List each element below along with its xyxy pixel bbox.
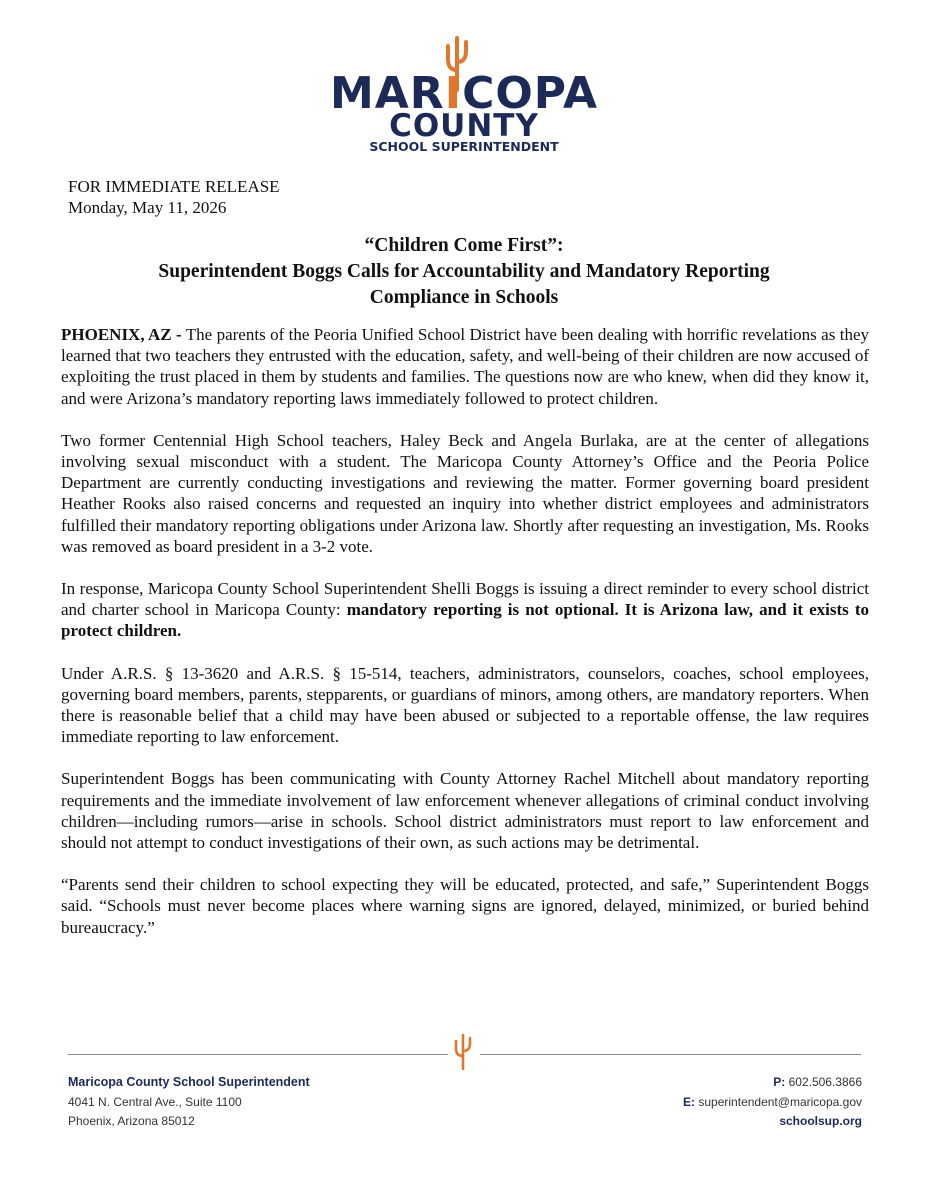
footer-address	[68, 1073, 310, 1132]
logo-tagline: SCHOOL SUPERINTENDENT	[369, 139, 559, 154]
logo-text-copa: COPA	[462, 68, 599, 119]
footer-cactus-icon	[453, 1034, 473, 1070]
paragraph-1-text: The parents of the Peoria Unified School District have been dealing with horrific revelations as they learned that two teachers they entrusted with the education, safety, and well-being of their children are now accused of exploiting the trust placed in them by students and families. The questions now are who knew, when did they know it, and were Arizona’s mandatory reporting laws immediately followed to protect children.	[61, 325, 869, 408]
paragraph-3-emphasis: mandatory reporting is not optional. It is Arizona law, and it exists to protect children.	[61, 600, 869, 641]
headline-line1: “Children Come First”:	[364, 235, 564, 256]
logo-text-mar: MAR	[329, 68, 445, 119]
paragraph-1	[61, 324, 869, 409]
release-block	[68, 176, 280, 218]
paragraph-5: Superintendent Boggs has been communicating with County Attorney Rachel Mitchell about mandatory reporting requirements and the immediate involvement of law enforcement whenever allegations of criminal conduct involving children—including rumors—arise in schools. School district administrators must report to law enforcement and should not attempt to conduct investigations of their own, as such actions may be detrimental.	[61, 769, 869, 853]
headline-line3: Compliance in Schools	[369, 287, 559, 308]
footer-contact	[683, 1073, 862, 1132]
footer-org-name: Maricopa County School Superintendent	[68, 1075, 310, 1089]
footer-website-link[interactable]: schoolsup.org	[779, 1114, 862, 1128]
footer-divider-right	[480, 1054, 861, 1055]
phone-value: 602.506.3866	[788, 1075, 862, 1089]
paragraph-2: Two former Centennial High School teachers, Haley Beck and Angela Burlaka, are at the center of allegations involving sexual misconduct with a student. The Maricopa County Attorney’s Office and the Peoria Police Department are currently conducting investigations and reviewing the matter. Former governing board president Heather Rooks also raised concerns and requested an inquiry into whether district employees and administrators fulfilled their mandatory reporting obligations under Arizona law. Shortly after requesting an investigation, Ms. Rooks was removed as board president in a 3-2 vote.	[61, 430, 869, 556]
headline-line2: Superintendent Boggs Calls for Accountability and Mandatory Reporting	[158, 261, 770, 282]
footer-phone	[683, 1073, 862, 1093]
logo-wordmark-line2: COUNTY	[389, 108, 539, 144]
email-link[interactable]: superintendent@maricopa.gov	[698, 1094, 862, 1109]
paragraph-6: “Parents send their children to school expecting they will be educated, protected, and safe,” Superintendent Boggs said. “Schools must never become places where warning signs are ignored, delayed, minimized, or buried behind bureaucracy.”	[61, 875, 869, 937]
footer-address-line1: 4041 N. Central Ave., Suite 1100	[68, 1094, 242, 1109]
paragraph-3	[61, 578, 869, 642]
logo-i-glyph: I	[444, 68, 463, 119]
footer-divider-left	[68, 1054, 448, 1055]
release-date: Monday, May 11, 2026	[68, 198, 227, 217]
paragraph-4: Under A.R.S. § 13-3620 and A.R.S. § 15-514, teachers, administrators, counselors, coaches, school employees, governing board members, parents, stepparents, or guardians of minors, among others, are mandatory reporters. When there is reasonable belief that a child may have been abused or subjected to a reportable offense, the law requires immediate reporting to law enforcement.	[61, 663, 869, 747]
dateline: PHOENIX, AZ -	[61, 325, 182, 344]
press-release-body	[61, 324, 869, 959]
paragraph-3-text: In response, Maricopa County School Superintendent Shelli Boggs is issuing a direct reminder to every school district and charter school in Maricopa County:	[61, 579, 869, 620]
footer-email	[683, 1093, 862, 1113]
footer-address-line2: Phoenix, Arizona 85012	[68, 1114, 195, 1128]
phone-label: P:	[773, 1075, 786, 1089]
headline	[90, 233, 838, 311]
email-label: E:	[683, 1094, 696, 1109]
release-label: FOR IMMEDIATE RELEASE	[68, 177, 280, 196]
